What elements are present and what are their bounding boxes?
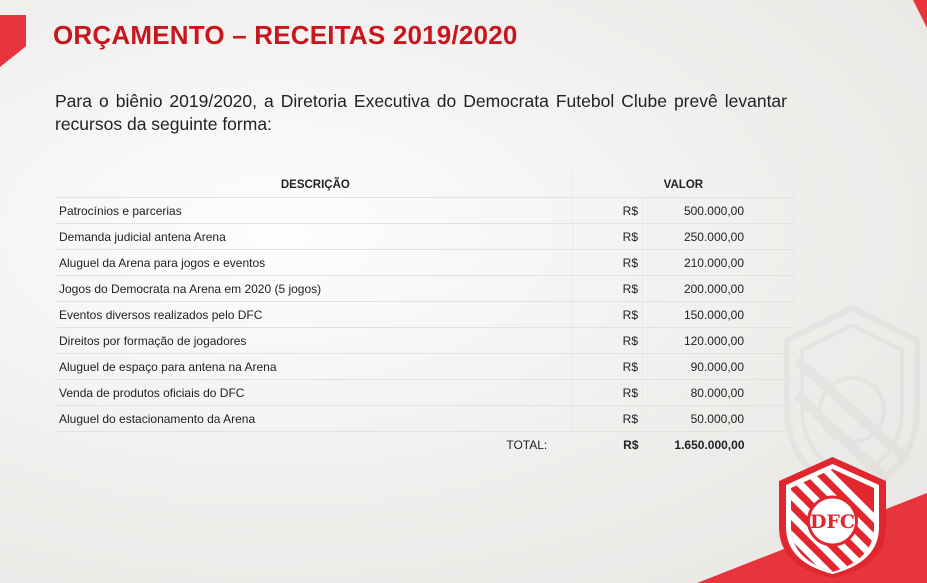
intro-paragraph: Para o biênio 2019/2020, a Diretoria Executiva do Democrata Futebol Clube prevê levantar recursos da seguinte forma: [55, 91, 787, 134]
row-value: 500.000,00 [643, 198, 795, 224]
row-description: Patrocínios e parcerias [55, 198, 572, 224]
row-description: Aluguel de espaço para antena na Arena [55, 354, 572, 380]
row-currency: R$ [572, 380, 642, 406]
table-header-row [55, 172, 795, 198]
table-total-row [55, 432, 795, 458]
total-label: TOTAL: [506, 437, 548, 452]
row-description: Jogos do Democrata na Arena em 2020 (5 jogos) [55, 276, 572, 302]
row-value: 200.000,00 [643, 276, 795, 302]
logo-text: DFC [809, 511, 856, 533]
table-row [55, 406, 795, 432]
row-currency: R$ [572, 328, 642, 354]
header-value: VALOR [572, 172, 794, 198]
table-row [55, 328, 795, 354]
table-row [55, 224, 795, 250]
row-currency: R$ [572, 354, 642, 380]
row-value: 210.000,00 [643, 250, 795, 276]
row-currency: R$ [572, 276, 642, 302]
row-value: 50.000,00 [643, 406, 795, 432]
row-currency: R$ [572, 250, 642, 276]
row-description: Venda de produtos oficiais do DFC [55, 380, 572, 406]
total-value: 1.650.000,00 [674, 437, 745, 452]
row-description: Direitos por formação de jogadores [55, 328, 572, 354]
table-row [55, 302, 795, 328]
row-description: Aluguel da Arena para jogos e eventos [55, 250, 572, 276]
table-row [55, 250, 795, 276]
row-value: 150.000,00 [643, 302, 795, 328]
header-description: DESCRIÇÃO [55, 172, 572, 198]
table-row [55, 276, 795, 302]
row-value: 120.000,00 [643, 328, 795, 354]
row-description: Demanda judicial antena Arena [55, 224, 572, 250]
dfc-crest-logo-icon [776, 455, 889, 579]
row-value: 250.000,00 [643, 224, 795, 250]
table-row [55, 354, 795, 380]
row-value: 80.000,00 [643, 380, 795, 406]
row-description: Aluguel do estacionamento da Arena [55, 406, 572, 432]
table-row [55, 198, 795, 224]
page-title: ORÇAMENTO – RECEITAS 2019/2020 [53, 20, 518, 50]
row-value: 90.000,00 [643, 354, 795, 380]
row-currency: R$ [572, 406, 642, 432]
total-currency: R$ [623, 437, 639, 452]
row-currency: R$ [572, 198, 642, 224]
row-description: Eventos diversos realizados pelo DFC [55, 302, 572, 328]
row-currency: R$ [572, 302, 642, 328]
table-row [55, 380, 795, 406]
row-currency: R$ [572, 224, 642, 250]
revenue-table [55, 172, 795, 457]
